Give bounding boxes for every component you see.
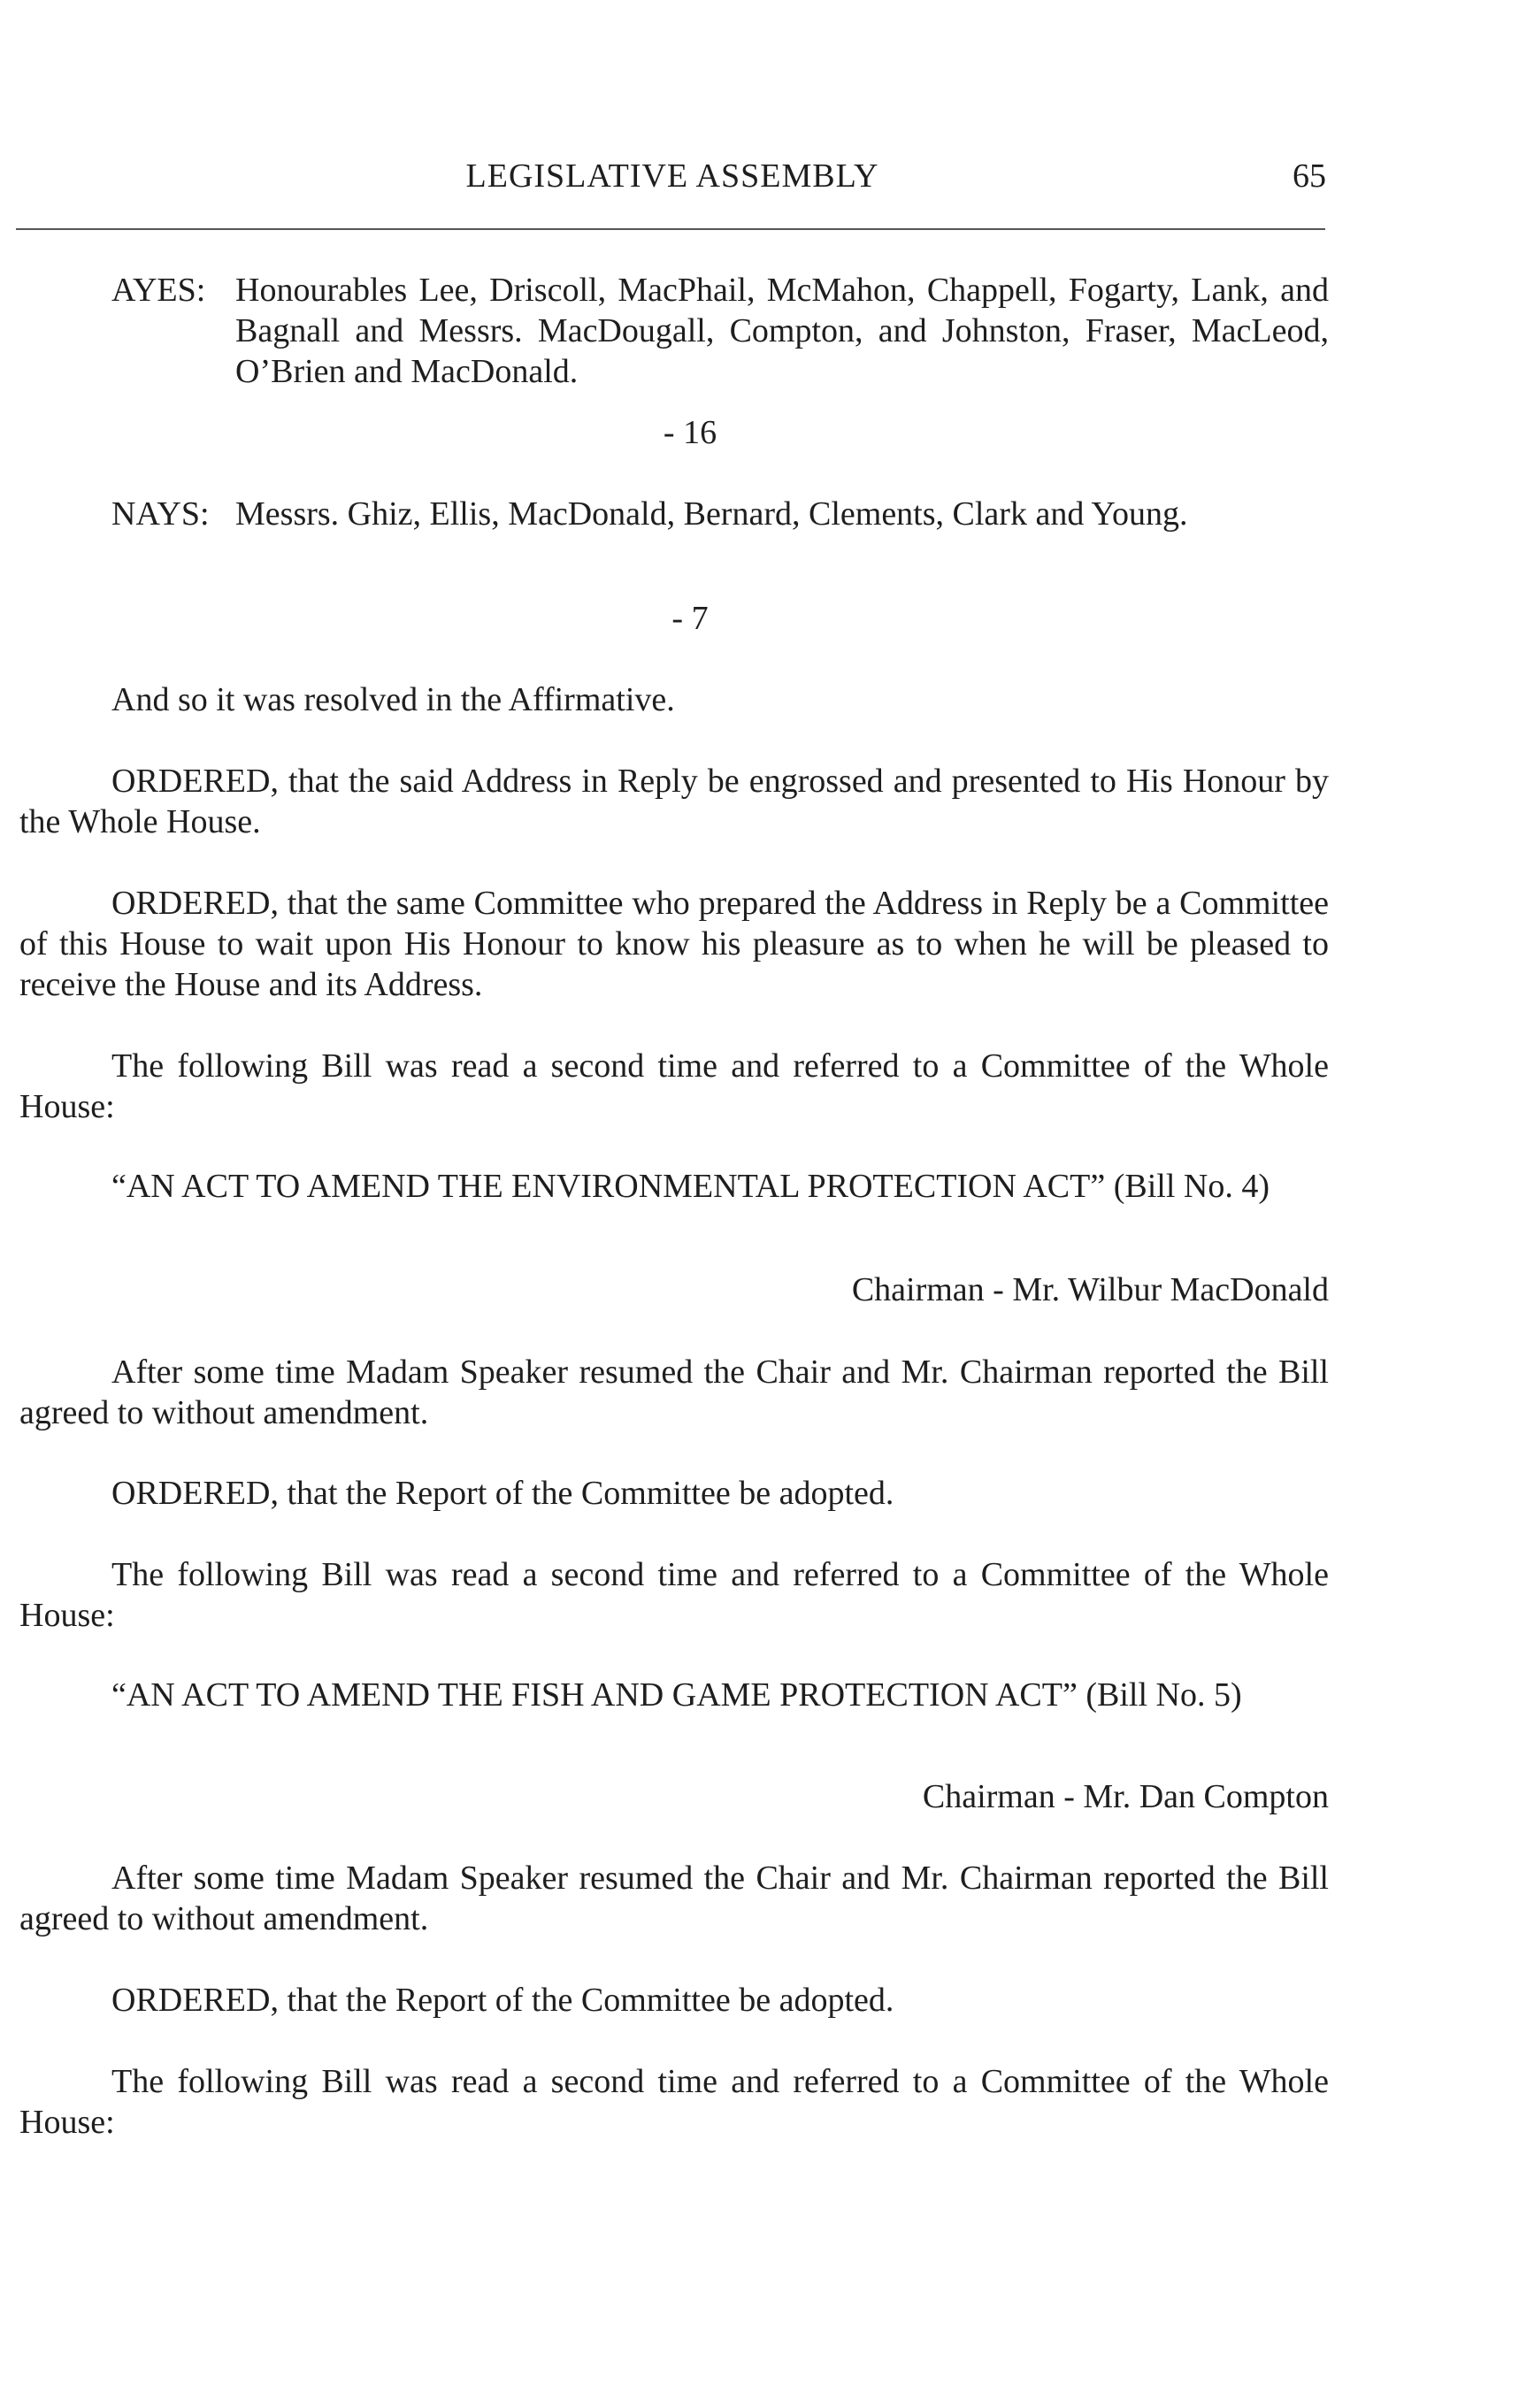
- bill-read-paragraph-3: The following Bill was read a second time and referred to a Committee of the Whole House:: [19, 2063, 1329, 2141]
- chairman-line-2: Chairman - Mr. Dan Compton: [922, 1778, 1329, 1815]
- bill-read-paragraph-2: The following Bill was read a second time and referred to a Committee of the Whole House:: [19, 1556, 1329, 1634]
- header-divider: [16, 228, 1325, 230]
- ayes-entry: [111, 270, 1329, 392]
- after-time-paragraph-1: After some time Madam Speaker resumed the Chair and Mr. Chairman reported the Bill agreed to without amendment.: [19, 1354, 1329, 1431]
- bill-read-paragraph-1: The following Bill was read a second time and referred to a Committee of the Whole House:: [19, 1047, 1329, 1125]
- nays-entry: [111, 494, 1329, 534]
- nays-names: Messrs. Ghiz, Ellis, MacDonald, Bernard, Clements, Clark and Young.: [235, 495, 1188, 533]
- report-adopted-paragraph-1: ORDERED, that the Report of the Committee be adopted.: [111, 1475, 894, 1512]
- ayes-tally: - 16: [663, 414, 717, 451]
- resolved-paragraph: And so it was resolved in the Affirmative.: [111, 681, 675, 718]
- ayes-names: Honourables Lee, Driscoll, MacPhail, McMahon, Chappell, Fogarty, Lank, and Bagnall and Messrs. MacDougall, Compton, and Johnston, Fraser, MacLeod, O’Brien and MacDonald.: [235, 272, 1329, 390]
- nays-tally: - 7: [671, 600, 709, 637]
- report-adopted-paragraph-2: ORDERED, that the Report of the Committee be adopted.: [111, 1982, 894, 2019]
- ordered-committee-paragraph: ORDERED, that the same Committee who prepared the Address in Reply be a Committee of this House to wait upon His Honour to know his pleasure as to when he will be pleased to receive the House and its Address.: [19, 885, 1329, 1003]
- bill-title-1: “AN ACT TO AMEND THE ENVIRONMENTAL PROTECTION ACT” (Bill No. 4): [111, 1168, 1270, 1205]
- after-time-paragraph-2: After some time Madam Speaker resumed the Chair and Mr. Chairman reported the Bill agreed to without amendment.: [19, 1860, 1329, 1937]
- ayes-label: AYES:: [111, 272, 206, 309]
- ordered-engrossed-paragraph: ORDERED, that the said Address in Reply be engrossed and presented to His Honour by the Whole House.: [19, 763, 1329, 840]
- bill-title-2: “AN ACT TO AMEND THE FISH AND GAME PROTECTION ACT” (Bill No. 5): [111, 1676, 1242, 1714]
- nays-label: NAYS:: [111, 495, 210, 533]
- page-number: 65: [1293, 157, 1326, 195]
- page-header-title: LEGISLATIVE ASSEMBLY: [465, 157, 879, 195]
- chairman-line-1: Chairman - Mr. Wilbur MacDonald: [851, 1271, 1329, 1308]
